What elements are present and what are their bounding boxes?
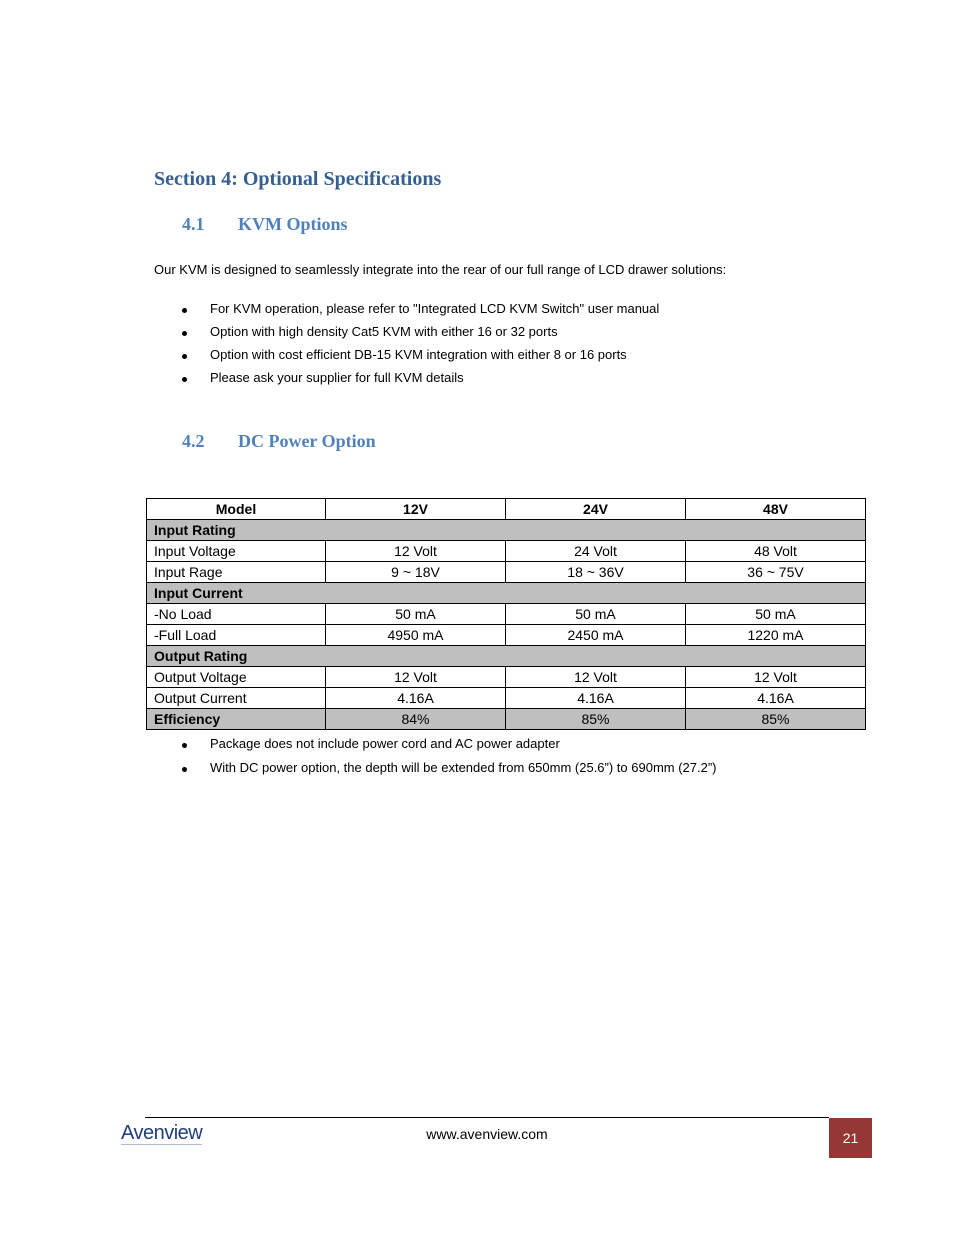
list-item: Package does not include power cord and AC power adapter [182, 736, 717, 760]
page-number-badge [829, 1118, 872, 1158]
cell: 84% [326, 709, 506, 730]
table-row [147, 646, 866, 667]
table-row [147, 688, 866, 709]
page-number: 21 [842, 1130, 859, 1146]
list-item: With DC power option, the depth will be extended from 650mm (25.6”) to 690mm (27.2”) [182, 760, 717, 784]
table-row [147, 520, 866, 541]
dc-power-title: DC Power Option [238, 431, 376, 451]
table-row [147, 562, 866, 583]
cell: 12 Volt [326, 541, 506, 562]
table-row [147, 709, 866, 730]
table-row [147, 625, 866, 646]
cell: 1220 mA [686, 625, 866, 646]
list-item: Option with cost efficient DB-15 KVM integration with either 8 or 16 ports [182, 347, 659, 370]
cell: 24 Volt [506, 541, 686, 562]
row-label: Efficiency [147, 709, 326, 730]
cell: 4.16A [326, 688, 506, 709]
kvm-bullet-list [182, 301, 659, 393]
footer-divider [145, 1117, 829, 1118]
header-48v: 48V [686, 499, 866, 520]
kvm-options-heading [182, 214, 348, 235]
row-label: -No Load [147, 604, 326, 625]
cell: 36 ~ 75V [686, 562, 866, 583]
cell: 85% [506, 709, 686, 730]
header-12v: 12V [326, 499, 506, 520]
list-item: Option with high density Cat5 KVM with either 16 or 32 ports [182, 324, 659, 347]
table-row [147, 541, 866, 562]
dc-notes-list [182, 736, 717, 784]
cell: 4950 mA [326, 625, 506, 646]
kvm-options-number: 4.1 [182, 214, 205, 234]
row-label: -Full Load [147, 625, 326, 646]
group-input-rating: Input Rating [147, 520, 866, 541]
group-input-current: Input Current [147, 583, 866, 604]
cell: 48 Volt [686, 541, 866, 562]
table-row [147, 667, 866, 688]
footer-url: www.avenview.com [426, 1126, 548, 1142]
cell: 12 Volt [506, 667, 686, 688]
cell: 4.16A [506, 688, 686, 709]
kvm-options-title: KVM Options [238, 214, 348, 234]
row-label: Input Voltage [147, 541, 326, 562]
avenview-logo: Avenview [121, 1122, 203, 1144]
cell: 85% [686, 709, 866, 730]
cell: 18 ~ 36V [506, 562, 686, 583]
table-row [147, 583, 866, 604]
header-model: Model [147, 499, 326, 520]
group-output-rating: Output Rating [147, 646, 866, 667]
cell: 50 mA [326, 604, 506, 625]
cell: 50 mA [506, 604, 686, 625]
table-header-row [147, 499, 866, 520]
row-label: Output Voltage [147, 667, 326, 688]
cell: 12 Volt [686, 667, 866, 688]
row-label: Input Rage [147, 562, 326, 583]
cell: 2450 mA [506, 625, 686, 646]
cell: 4.16A [686, 688, 866, 709]
list-item: For KVM operation, please refer to "Integrated LCD KVM Switch" user manual [182, 301, 659, 324]
list-item: Please ask your supplier for full KVM details [182, 370, 659, 393]
section-title: Section 4: Optional Specifications [154, 168, 442, 190]
header-24v: 24V [506, 499, 686, 520]
cell: 12 Volt [326, 667, 506, 688]
cell: 50 mA [686, 604, 866, 625]
dc-power-heading [182, 431, 376, 452]
table-row [147, 604, 866, 625]
row-label: Output Current [147, 688, 326, 709]
dc-power-spec-table [146, 498, 866, 730]
cell: 9 ~ 18V [326, 562, 506, 583]
kvm-intro: Our KVM is designed to seamlessly integrate into the rear of our full range of LCD drawer solutions: [154, 262, 727, 277]
dc-power-number: 4.2 [182, 431, 205, 451]
